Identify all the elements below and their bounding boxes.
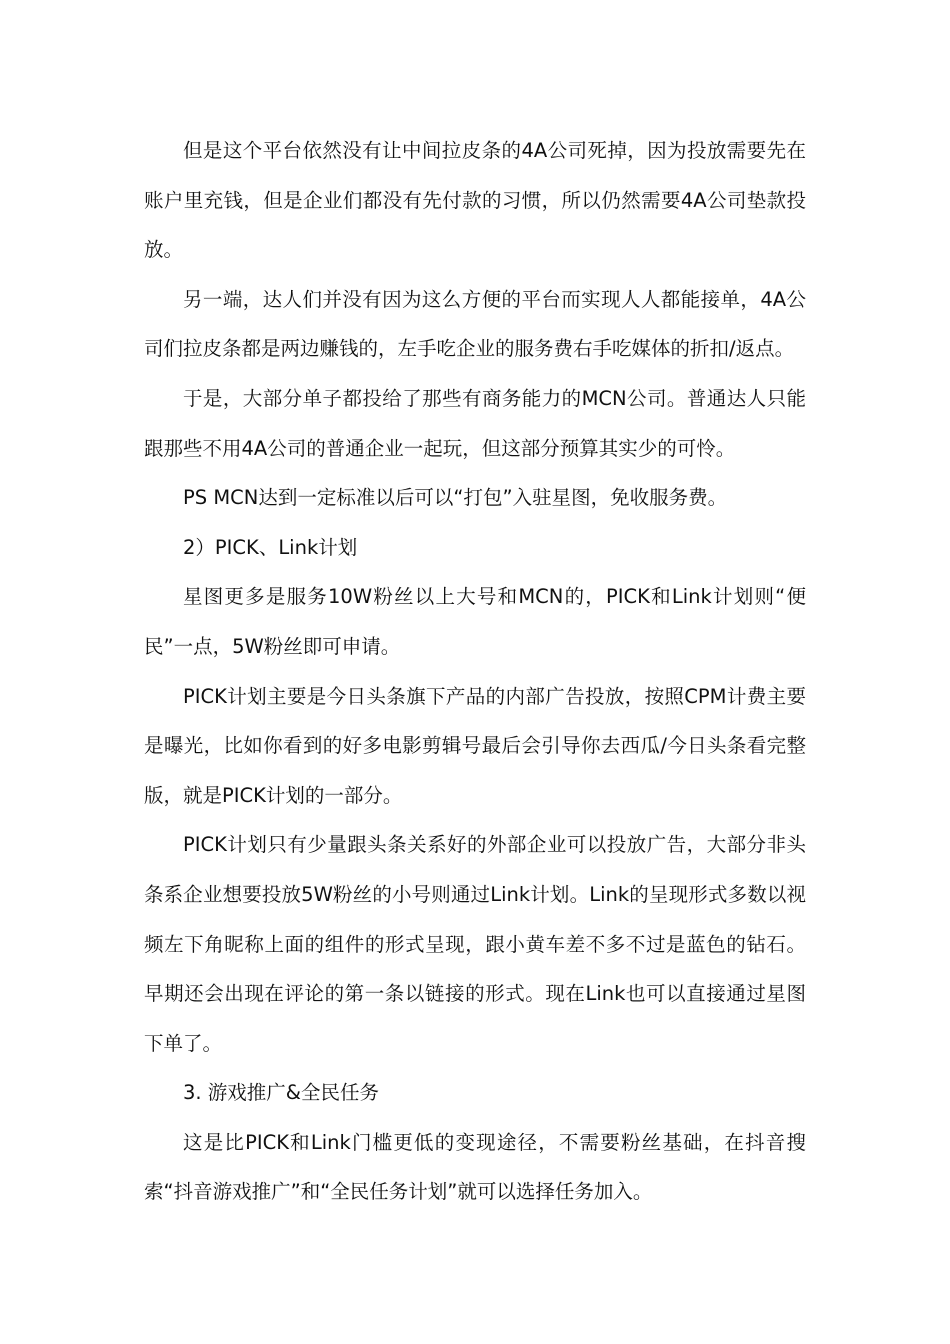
paragraph-influencer-orders: 另一端，达人们并没有因为这么方便的平台而实现人人都能接单，4A公司们拉皮条都是两边赚钱的，左手吃企业的服务费右手吃媒体的折扣/返点。 — [144, 287, 806, 361]
paragraph-pick-link-intro: 星图更多是服务10W粉丝以上大号和MCN的，PICK和Link计划则“便民”一点，5W粉丝即可申请。 — [144, 585, 806, 658]
paragraph-link-plan: PICK计划只有少量跟头条关系好的外部企业可以投放广告，大部分非头条系企业想要投放5W粉丝的小号则通过Link计划。Link的呈现形式多数以视频左下角昵称上面的组件的形式呈现，跟小黄车差不多不过是蓝色的钻石。早期还会出现在评论的第一条以链接的形式。现在Link也可以直接通过星图下单了。 — [144, 833, 806, 1055]
section-heading-game-promotion: 3. 游戏推广&全民任务 — [183, 1081, 380, 1105]
document-body — [144, 126, 806, 1217]
paragraph-ps-mcn: PS MCN达到一定标准以后可以“打包”入驻星图，免收服务费。 — [183, 486, 728, 510]
paragraph-mcn-orders: 于是，大部分单子都投给了那些有商务能力的MCN公司。普通达人只能跟那些不用4A公司的普通企业一起玩，但这部分预算其实少的可怜。 — [144, 386, 806, 460]
section-heading-pick-link: 2）PICK、Link计划 — [183, 535, 358, 559]
paragraph-game-promotion: 这是比PICK和Link门槛更低的变现途径，不需要粉丝基础，在抖音搜索“抖音游戏推广”和“全民任务计划”就可以选择任务加入。 — [144, 1130, 806, 1204]
paragraph-pick-plan: PICK计划主要是今日头条旗下产品的内部广告投放，按照CPM计费主要是曝光，比如你看到的好多电影剪辑号最后会引导你去西瓜/今日头条看完整版，就是PICK计划的一部分。 — [144, 684, 806, 807]
paragraph-4a-advance-payment: 但是这个平台依然没有让中间拉皮条的4A公司死掉，因为投放需要先在账户里充钱，但是企业们都没有先付款的习惯，所以仍然需要4A公司垫款投放。 — [144, 139, 806, 262]
